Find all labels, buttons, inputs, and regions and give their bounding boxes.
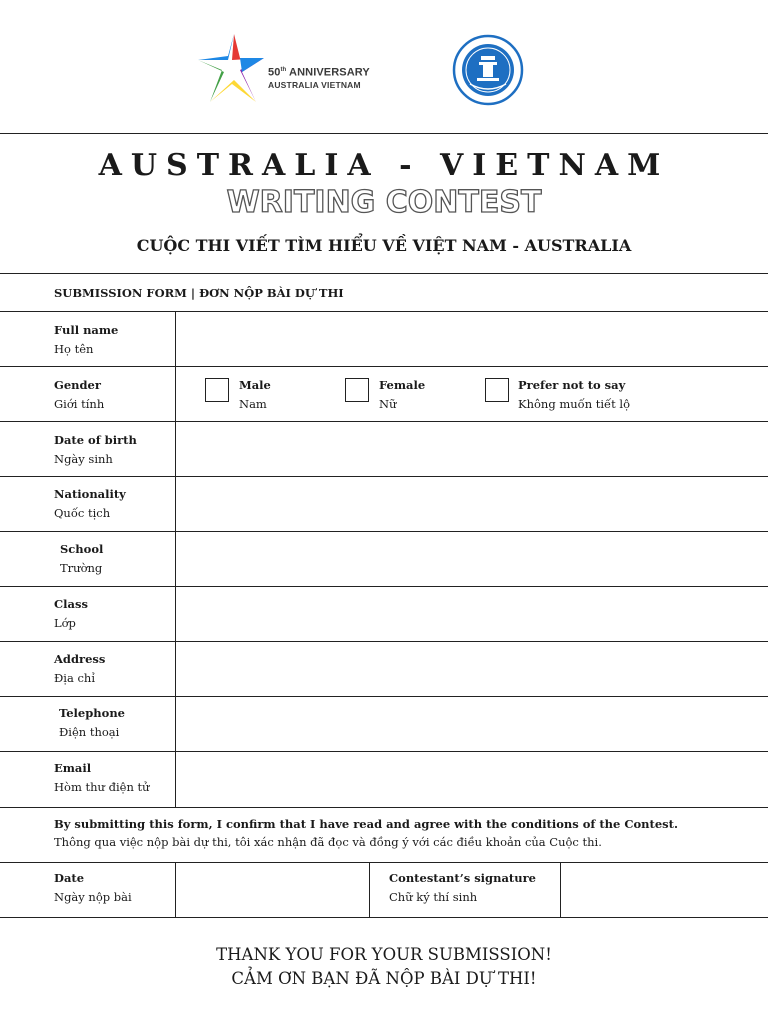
form-header: SUBMISSION FORM | ĐƠN NỘP BÀI DỰ THI — [54, 286, 344, 300]
field-row-class — [0, 586, 768, 641]
contest-title-vietnamese: CUỘC THI VIẾT TÌM HIỂU VỀ VIỆT NAM - AUSTRALIA — [136, 236, 632, 255]
field-label: Date of birth Ngày sinh — [54, 433, 137, 466]
school-input[interactable] — [176, 531, 768, 586]
consent-statement: By submitting this form, I confirm that I have read and agree with the conditions of the Contest. Thông qua việc nộp bài dự thi, tôi xác nhận đã đọc và đồng ý với các điều khoản của Cuộc thi. — [54, 817, 678, 849]
field-row-address — [0, 641, 768, 696]
hanoi-association-seal-icon — [452, 34, 524, 106]
field-row-gender — [0, 366, 768, 421]
signature-label: Contestant’s signature Chữ ký thí sinh — [389, 871, 536, 904]
divider — [0, 133, 768, 134]
field-label: Address Địa chỉ — [54, 652, 106, 685]
contest-subtitle: WRITING CONTEST — [226, 185, 542, 220]
field-label: Email Hòm thư điện tử — [54, 761, 150, 794]
gender-prefer-not-checkbox[interactable] — [485, 378, 509, 402]
date-label: Date Ngày nộp bài — [54, 871, 132, 904]
gender-female-checkbox[interactable] — [345, 378, 369, 402]
anniversary-text: 50th ANNIVERSARY AUSTRALIA VIETNAM — [268, 66, 370, 90]
divider — [0, 273, 768, 274]
date-input[interactable] — [176, 862, 369, 917]
divider — [0, 917, 768, 918]
field-row-full-name — [0, 311, 768, 366]
field-row-school — [0, 531, 768, 586]
thank-you-message: THANK YOU FOR YOUR SUBMISSION! CẢM ƠN BẠN ĐÃ NỘP BÀI DỰ THI! — [216, 945, 552, 988]
date-of-birth-input[interactable] — [176, 421, 768, 476]
anniversary-star-logo-icon — [194, 32, 268, 104]
field-label: Gender Giới tính — [54, 378, 105, 411]
field-label: School Trường — [60, 542, 104, 575]
column-divider — [369, 862, 370, 917]
field-row-telephone — [0, 696, 768, 751]
class-input[interactable] — [176, 586, 768, 641]
divider — [0, 807, 768, 808]
date-signature-row — [0, 862, 768, 917]
address-input[interactable] — [176, 641, 768, 696]
gender-option-label: Male Nam — [239, 378, 271, 411]
gender-option-label: Female Nữ — [379, 378, 426, 411]
gender-option-label: Prefer not to say Không muốn tiết lộ — [518, 378, 631, 411]
field-row-email — [0, 751, 768, 807]
nationality-input[interactable] — [176, 476, 768, 531]
field-row-nationality — [0, 476, 768, 531]
full-name-input[interactable] — [176, 311, 768, 366]
email-input[interactable] — [176, 751, 768, 807]
field-label: Telephone Điện thoại — [59, 706, 125, 739]
field-label: Full name Họ tên — [54, 323, 119, 356]
field-label: Class Lớp — [54, 597, 88, 630]
field-row-date-of-birth — [0, 421, 768, 476]
signature-input[interactable] — [561, 862, 768, 917]
contest-title: AUSTRALIA - VIETNAM — [98, 148, 670, 183]
telephone-input[interactable] — [176, 696, 768, 751]
field-label: Nationality Quốc tịch — [54, 487, 126, 520]
gender-male-checkbox[interactable] — [205, 378, 229, 402]
logo-bar — [0, 30, 768, 110]
